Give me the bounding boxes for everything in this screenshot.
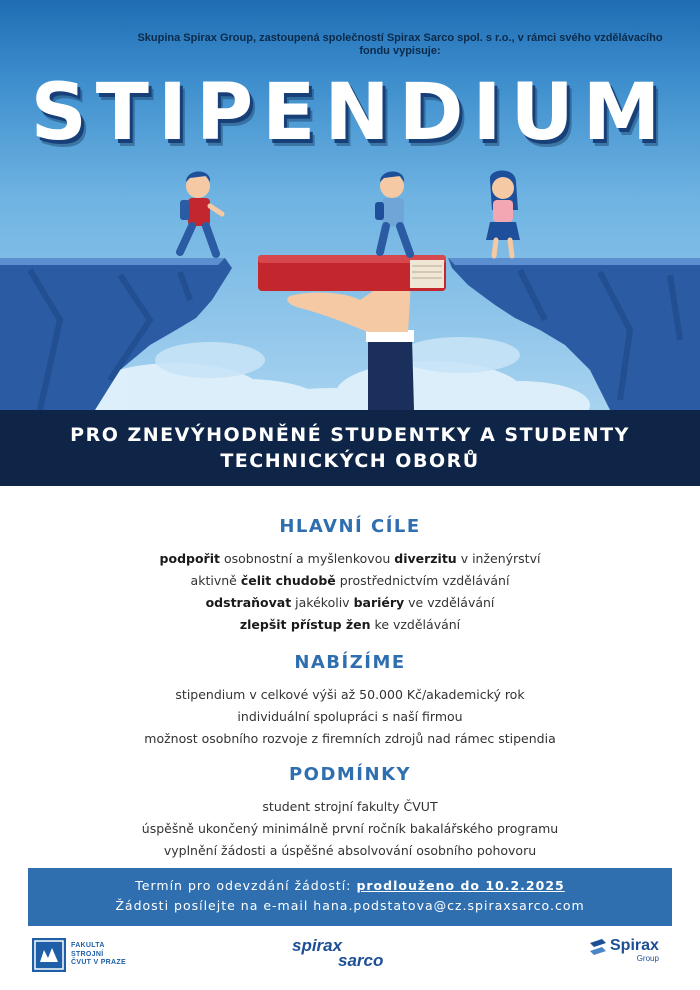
conditions-section [0, 762, 700, 862]
offer-list [0, 684, 700, 750]
goal-text: ke vzdělávání [370, 617, 461, 632]
goal-text: ve vzdělávání [404, 595, 495, 610]
subtitle-line: TECHNICKÝCH OBORŮ [220, 450, 480, 472]
goal-emphasis: diverzitu [394, 551, 457, 566]
goal-item [0, 592, 700, 614]
goals-section [0, 514, 700, 636]
student-boy-middle [375, 172, 410, 255]
intro-line: Skupina Spirax Group, zastoupená společností Spirax Sarco spol. s r.o., v rámci svého vzdělávacího [137, 32, 663, 44]
goal-text: v inženýrství [456, 551, 541, 566]
subtitle-band [0, 410, 700, 486]
hero-illustration [0, 0, 700, 410]
goal-item [0, 614, 700, 636]
spirax-mark-icon [588, 937, 608, 957]
condition-item: úspěšně ukončený minimálně první ročník bakalářského programu [141, 821, 559, 836]
deadline-line [28, 876, 672, 896]
cvut-logo [32, 936, 126, 974]
goal-emphasis: čelit chudobě [240, 573, 336, 588]
spirax-sarco-logo [292, 938, 383, 968]
offer-item: individuální spolupráci s naší firmou [237, 709, 463, 724]
goal-text: prostřednictvím vzdělávání [335, 573, 510, 588]
sarco-logo-word: spirax [292, 936, 343, 955]
clouds [85, 361, 590, 410]
deadline-label: Termín pro odevzdání žádostí: [135, 878, 357, 893]
page-title: STIPENDIUM [30, 68, 670, 158]
goal-text: aktivně [190, 573, 241, 588]
conditions-title: PODMÍNKY [288, 764, 412, 785]
sleeve [368, 338, 414, 410]
spirax-logo-word: Spirax [610, 937, 659, 954]
goals-title: HLAVNÍ CÍLE [279, 516, 421, 537]
cvut-logo-text: STROJNÍ [71, 950, 104, 958]
goal-emphasis: bariéry [353, 595, 405, 610]
cvut-logo-text: FAKULTA [71, 942, 105, 950]
cliffs-illustration [0, 0, 700, 410]
offer-section [0, 650, 700, 750]
goal-text: osobnostní a myšlenkovou [219, 551, 395, 566]
goals-list [0, 548, 700, 636]
intro-text [100, 32, 700, 58]
condition-item: vyplnění žádosti a úspěšné absolvování osobního pohovoru [163, 843, 537, 858]
spirax-group-logo [588, 937, 659, 963]
student-girl-right [486, 171, 520, 257]
goal-item [0, 570, 700, 592]
conditions-list [0, 796, 700, 862]
cvut-logo-text: ČVUT V PRAZE [71, 959, 126, 967]
cvut-emblem-icon [32, 938, 66, 972]
goal-item [0, 548, 700, 570]
offer-item: možnost osobního rozvoje z firemních zdrojů nad rámec stipendia [144, 731, 556, 746]
spirax-logo-sub: Group [636, 954, 659, 963]
intro-line: fondu vypisuje: [359, 45, 441, 57]
goal-emphasis: zlepšit přístup žen [239, 617, 371, 632]
sarco-logo-word: sarco [338, 951, 384, 970]
goal-emphasis: podpořit [159, 551, 220, 566]
goal-text: jakékoliv [291, 595, 354, 610]
goal-emphasis: odstraňovat [205, 595, 292, 610]
student-boy-left [180, 172, 222, 255]
deadline-value: prodlouženo do 10.2.2025 [356, 878, 565, 893]
deadline-box [28, 868, 672, 926]
email-line[interactable]: Žádosti posílejte na e-mail hana.podstatova@cz.spiraxsarco.com [115, 898, 585, 913]
offer-title: NABÍZÍME [294, 652, 406, 673]
condition-item: student strojní fakulty ČVUT [262, 799, 438, 814]
offer-item: stipendium v celkové výši až 50.000 Kč/akademický rok [175, 687, 525, 702]
subtitle-line: PRO ZNEVÝHODNĚNÉ STUDENTKY A STUDENTY [70, 424, 630, 446]
